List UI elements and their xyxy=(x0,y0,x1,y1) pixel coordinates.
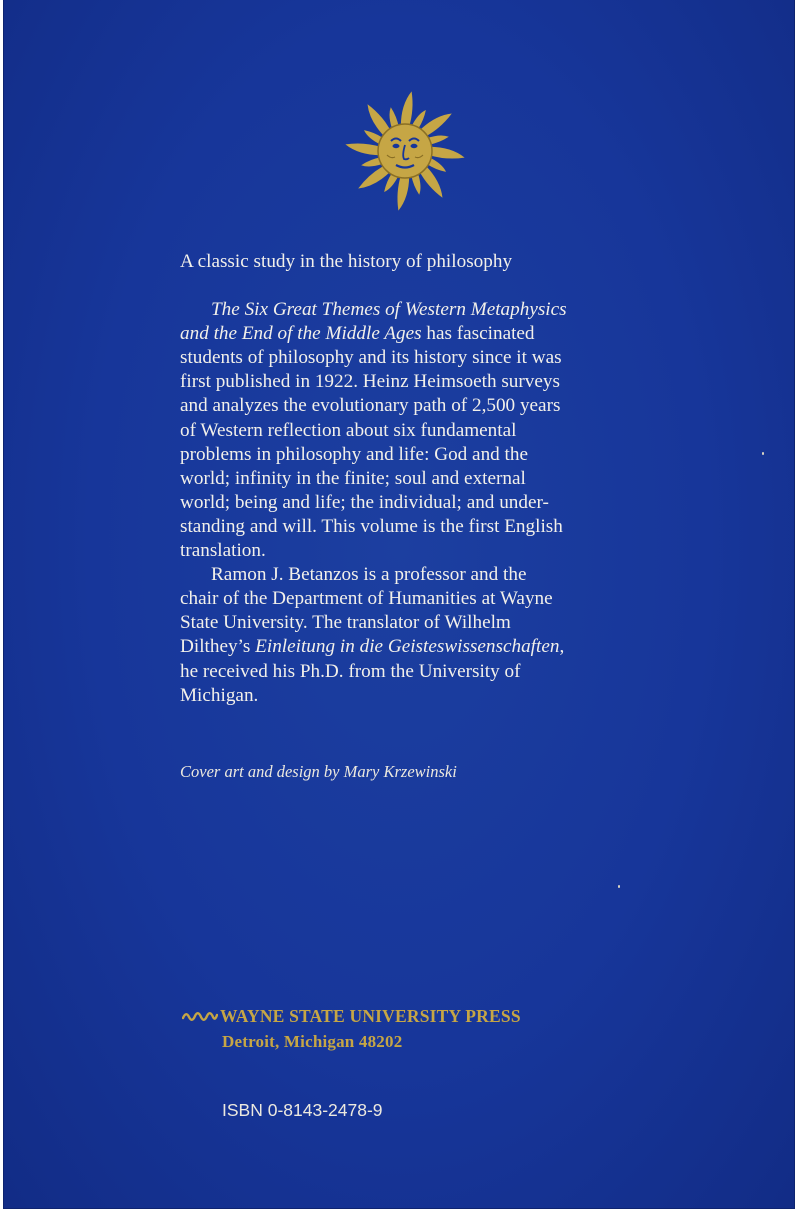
publisher-name: WAYNE STATE UNIVERSITY PRESS xyxy=(220,1006,521,1026)
work-title-italic: Einleitung in die Geisteswissenschaften xyxy=(255,636,560,658)
publisher-imprint xyxy=(182,1004,521,1054)
publisher-location: Detroit, Michigan 48202 xyxy=(222,1032,403,1051)
print-speck xyxy=(618,885,620,888)
bio-line: State University. The translator of Wilhelm xyxy=(180,612,511,634)
back-cover xyxy=(4,0,794,1208)
bio-line xyxy=(180,635,650,659)
description-line: and analyzes the evolutionary path of 2,500 years xyxy=(180,395,561,417)
description-line: standing and will. This volume is the first English xyxy=(180,515,563,537)
bio-line: chair of the Department of Humanities at Wayne xyxy=(180,588,553,610)
description-line: first published in 1922. Heinz Heimsoeth surveys xyxy=(180,371,560,393)
translator-bio-paragraph xyxy=(180,563,650,708)
book-title-italic: and the End of the Middle Ages xyxy=(180,323,422,345)
sun-ray xyxy=(430,147,465,159)
tagline: A classic study in the history of philosophy xyxy=(180,251,513,272)
description-line: students of philosophy and its history since it was xyxy=(180,347,562,369)
bio-line: he received his Ph.D. from the University of xyxy=(180,660,521,682)
description-line xyxy=(180,322,650,346)
description-block xyxy=(180,250,650,708)
bio-line: Ramon J. Betanzos is a professor and the xyxy=(211,564,527,586)
isbn-number: ISBN 0-8143-2478-9 xyxy=(222,1100,383,1120)
cover-credit: Cover art and design by Mary Krzewinski xyxy=(180,762,457,781)
description-line: translation. xyxy=(180,540,266,562)
book-title-italic: The Six Great Themes of Western Metaphysics xyxy=(211,299,567,321)
sun-ray xyxy=(345,143,380,155)
bio-text: , xyxy=(559,636,565,658)
book-description-paragraph xyxy=(180,298,650,563)
description-text: has fascinated xyxy=(421,323,535,345)
sun-face-icon xyxy=(340,88,470,214)
bio-text: Dilthey’s xyxy=(180,636,256,658)
print-speck xyxy=(762,452,764,455)
description-line xyxy=(180,298,650,322)
sun-ray xyxy=(397,176,409,211)
description-line: of Western reflection about six fundamental xyxy=(180,419,517,441)
wave-logo-icon xyxy=(182,1009,218,1023)
description-line: world; being and life; the individual; and under- xyxy=(180,491,549,513)
description-line: problems in philosophy and life: God and the xyxy=(180,443,528,465)
bio-line: Michigan. xyxy=(180,684,259,706)
sun-ray xyxy=(401,91,413,126)
description-line: world; infinity in the finite; soul and external xyxy=(180,467,526,489)
